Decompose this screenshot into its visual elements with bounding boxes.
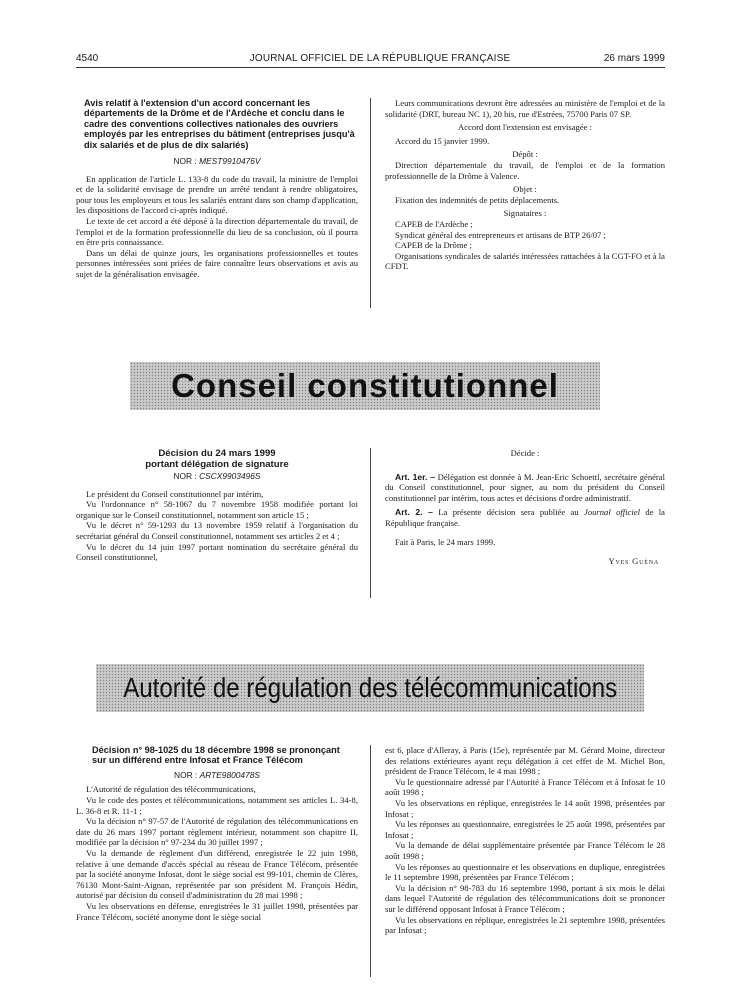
art-continuation: est 6, place d'Alleray, à Paris (15e), représentée par M. Gérard Moine, directeur des relations extérieures ayant reçu délégation à cet effet de M. Michel Bon, président de France Télécom, le 4 mai 1998 ;	[385, 745, 665, 777]
art-decision-title: Décision n° 98-1025 du 18 décembre 1998 se prononçant sur un différend entre Infosat et France Télécom	[92, 745, 340, 766]
avis-paragraph: Dans un délai de quinze jours, les organisations professionnelles et toutes personnes intéressées sont priées de faire connaître leurs observations et avis au sujet de la généralisation envisagée.	[76, 247, 358, 279]
nor-label: NOR :	[174, 769, 198, 780]
art-left-column	[76, 745, 358, 922]
conseil-banner-text: Conseil constitutionnel	[171, 367, 559, 404]
avis-title: Avis relatif à l'extension d'un accord concernant les départements de la Drôme et de l'Ardèche et conclu dans le cadre des conventions collectives nationales des ouvriers employés par les entreprises du bâtiment (entreprises jusqu'à dix salariés et de plus de dix salariés)	[84, 98, 355, 150]
art-banner	[96, 664, 644, 712]
page-number: 4540	[76, 53, 99, 64]
fait-a-paris: Fait à Paris, le 24 mars 1999.	[395, 536, 496, 547]
avis-paragraph: Le texte de cet accord a été déposé à la direction départementale du travail, de l'emploi et de la formation professionnelle du lieu de sa conclusion, où il pourra en être pris connaissance.	[76, 216, 358, 248]
article-2	[385, 507, 665, 528]
column-divider	[370, 745, 371, 977]
conseil-paragraph: Vu le décret du 14 juin 1997 portant nomination du secrétaire général du Conseil constitutionnel,	[76, 541, 358, 563]
conseil-banner	[130, 362, 600, 410]
journal-title: JOURNAL OFFICIEL DE LA RÉPUBLIQUE FRANÇAISE	[249, 53, 511, 64]
art-nor	[76, 770, 358, 781]
article-1-head: Art. 1er. –	[395, 471, 436, 482]
art-paragraph: Vu le questionnaire adressé par l'Autorité à France Télécom et à Infosat le 10 août 1998 ;	[385, 776, 665, 798]
issue-date: 26 mars 1999	[603, 53, 665, 64]
conseil-paragraph: Vu l'ordonnance n° 58-1067 du 7 novembre 1958 modifiée portant loi organique sur le Conseil constitutionnel, notamment son article 15 ;	[76, 499, 358, 520]
signature: Yves Guéna	[608, 556, 659, 567]
avis-left-column	[76, 98, 358, 280]
decision-subtitle: portant délégation de signature	[145, 459, 289, 470]
article-1-text: Délégation est donnée à M. Jean-Eric Schoettl, secrétaire général du Conseil constitutionnel, pour signer, au nom du président du Conseil constitutionnel par intérim, tous actes et décisions d'ordre administratif.	[385, 471, 665, 503]
objet-label: Objet :	[513, 184, 537, 195]
art-paragraph: L'Autorité de régulation des télécommunications,	[86, 784, 256, 795]
depot-label: Dépôt :	[512, 149, 538, 160]
art-paragraph: Vu la décision n° 98-783 du 16 septembre 1998, portant à six mois le délai dans lequel l'Autorité de régulation des télécommunications doit se prononcer sur le différend opposant Infosat à France Télécom ;	[385, 882, 665, 914]
avis-paragraph: En application de l'article L. 133-8 du code du travail, la ministre de l'emploi et de la solidarité envisage de prendre un arrêté tendant à rendre obligatoires, pour tous les employeurs et tous les salariés entrant dans son champ d'application, les dispositions de l'accord ci-après indiqué.	[76, 173, 358, 216]
article-2-head: Art. 2. –	[395, 507, 433, 518]
article-1	[385, 472, 665, 504]
art-right-column	[385, 745, 665, 936]
conseil-right-column	[385, 448, 665, 567]
decide-label: Décide :	[510, 448, 540, 458]
avis-nor	[76, 156, 358, 167]
header-rule	[76, 67, 665, 68]
accord-value: Accord du 15 janvier 1999.	[395, 135, 490, 146]
nor-label: NOR :	[173, 471, 197, 481]
art-paragraph: Vu le code des postes et télécommunications, notamment ses articles L. 34-8, L. 36-8 et R. 11-1 ;	[76, 795, 358, 816]
art-paragraph: Vu les réponses au questionnaire et les observations en duplique, enregistrées le 11 septembre 1998, présentées par France Télécom ;	[385, 861, 665, 883]
depot-value: Direction départementale du travail, de l'emploi et de la formation professionnelle de la Drôme à Valence.	[385, 159, 665, 181]
avis-intro: Leurs communications devront être adressées au ministère de l'emploi et de la solidarité (DRT, bureau NC 1), 20 bis, rue d'Estrées, 75700 Paris 07 SP.	[385, 98, 665, 119]
article-2-text: La présente décision sera publiée au	[438, 507, 579, 518]
nor-code: MEST9910476V	[199, 156, 261, 167]
art-paragraph: Vu les observations en réplique, enregistrées le 21 septembre 1998, présentées par Infosat ;	[385, 914, 665, 936]
avis-right-column	[385, 98, 665, 272]
signataires-label: Signataires :	[503, 208, 547, 219]
column-divider	[370, 448, 371, 598]
signataire-item: Organisations syndicales de salariés intéressées rattachées à la CGT-FO et à la CFDT.	[385, 250, 665, 272]
art-paragraph: Vu les observations en réplique, enregistrées le 14 août 1998, présentées par Infosat ;	[385, 797, 665, 819]
nor-code: CSCX9903496S	[199, 471, 261, 481]
conseil-left-column	[76, 448, 358, 563]
nor-label: NOR :	[173, 156, 197, 167]
art-paragraph: Vu les réponses au questionnaire, enregistrées le 25 août 1998, présentées par Infosat ;	[385, 819, 665, 840]
conseil-nor	[76, 471, 358, 482]
art-paragraph: Vu la demande de délai supplémentaire présentée par France Télécom le 28 août 1998 ;	[385, 840, 665, 861]
conseil-paragraph: Le président du Conseil constitutionnel par intérim,	[86, 488, 264, 499]
nor-code: ARTE9800478S	[199, 769, 260, 780]
signataire-item: CAPEB de l'Ardèche ;	[395, 218, 473, 229]
objet-value: Fixation des indemnités de petits déplacements.	[395, 194, 560, 205]
conseil-paragraph: Vu le décret n° 59-1293 du 13 novembre 1959 relatif à l'organisation du secrétariat général du Conseil constitutionnel, notamment ses articles 2 et 4 ;	[76, 520, 358, 541]
accord-label: Accord dont l'extension est envisagée :	[458, 122, 592, 133]
art-paragraph: Vu la décision n° 97-57 de l'Autorité de régulation des télécommunications en date du 26 mars 1997 portant règlement intérieur, notamment son chapitre II, modifiée par la décision n° 97-234 du 30 juillet 1997 ;	[76, 816, 358, 848]
art-paragraph: Vu la demande de règlement d'un différend, enregistrée le 22 juin 1998, relative à une demande d'accès spécial au réseau de France Télécom, présentée par la société anonyme Infosat, dont le siège social est 99-101, chemin de Clères, 76130 Mont-Saint-Aignan, représentée par son président M. François Hédin, autorisé par décision du conseil d'administration du 28 mai 1998 ;	[76, 847, 358, 901]
signataire-item: Syndicat général des entrepreneurs et artisans de BTP 26/07 ;	[395, 229, 606, 240]
journal-officiel-italic: Journal officiel	[584, 507, 640, 518]
article-2-text-end: de la République française.	[385, 507, 665, 528]
art-banner-text: Autorité de régulation des télécommunications	[123, 672, 617, 703]
column-divider	[370, 98, 371, 308]
art-paragraph: Vu les observations en défense, enregistrées le 31 juillet 1998, présentées par France Télécom, société anonyme dont le siège social	[76, 900, 358, 922]
signataire-item: CAPEB de la Drôme ;	[395, 240, 472, 251]
decision-title: Décision du 24 mars 1999	[158, 448, 276, 459]
